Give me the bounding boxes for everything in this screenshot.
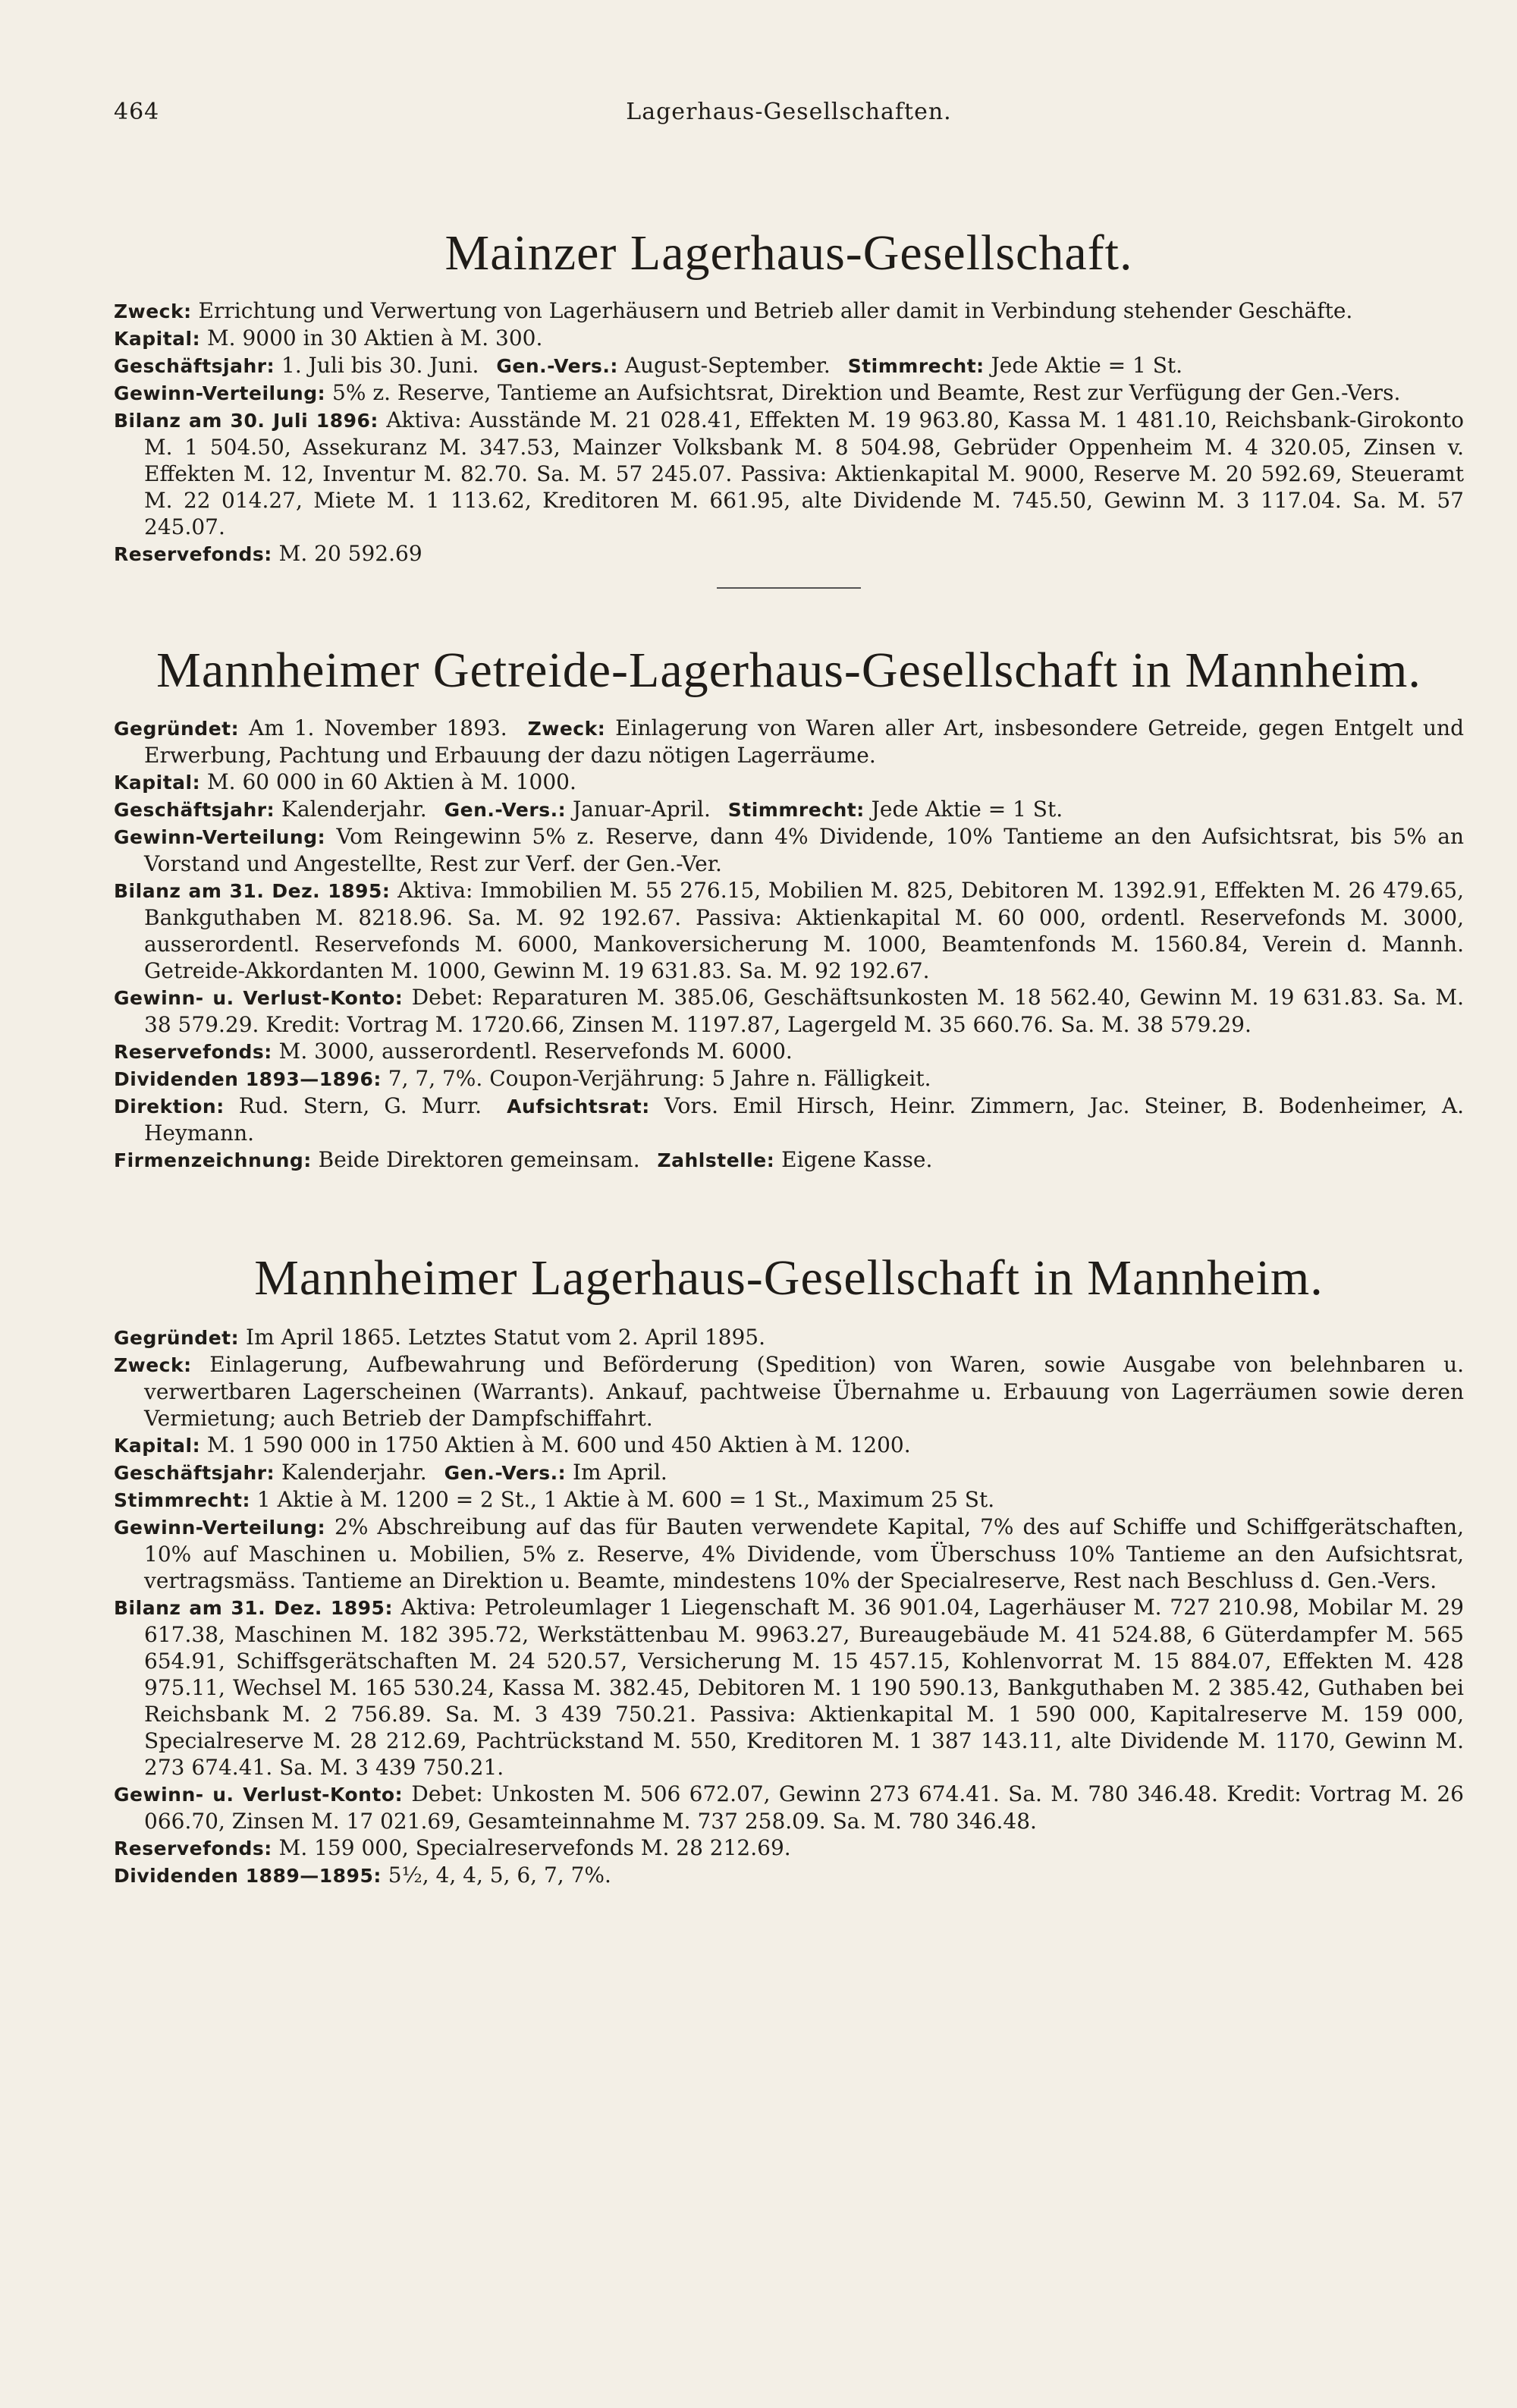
entry-reservefonds	[114, 1834, 1464, 1862]
entry-label: Zahlstelle:	[657, 1149, 775, 1171]
entry-label: Dividenden 1893—1896:	[114, 1068, 382, 1090]
entry-gegruendet	[114, 1324, 1464, 1351]
entry-dividenden	[114, 1065, 1464, 1092]
entry-label: Stimmrecht:	[727, 799, 865, 821]
entry-label: Gegründet:	[114, 1327, 240, 1349]
entry-kapital	[114, 769, 1464, 796]
page-number: 464	[114, 99, 160, 125]
entry-label: Aufsichtsrat:	[507, 1096, 650, 1118]
company-section-mainzer	[114, 225, 1464, 589]
entry-text: Kalenderjahr.	[281, 797, 427, 822]
entry-text: Aktiva: Petroleumlager 1 Liegenschaft M. 36 901.04, Lagerhäuser M. 727 210.98, Mobilar M. 29 617.38, Maschinen M. 182 395.72, Werkstättenbau M. 9963.27, Bureaugebäude M. 41 524.88, 6 Güterdampfer M. 565 654.91, Schiffsgerätschaften M. 24 520.57, Versicherung M. 15 457.15, Kohlenvorrat M. 15 884.07, Effekten M. 428 975.11, Wechsel M. 165 530.24, Kassa M. 382.45, Debitoren M. 1 190 590.13, Bankguthaben M. 2 385.42, Guthaben bei Reichsbank M. 2 756.89. Sa. M. 3 439 750.21. Passiva: Aktienkapital M. 1 590 000, Kapitalreserve M. 159 000, Specialreserve M. 28 212.69, Pachtrückstand M. 550, Kreditoren M. 1 387 143.11, alte Dividende M. 1170, Gewinn M. 273 674.41. Sa. M. 3 439 750.21.	[144, 1595, 1464, 1780]
entry-label: Bilanz am 30. Juli 1896:	[114, 410, 378, 432]
entry-label: Direktion:	[114, 1096, 225, 1118]
entry-label: Gewinn-Verteilung:	[114, 382, 326, 404]
entry-label: Reservefonds:	[114, 543, 272, 565]
entry-text: M. 20 592.69	[278, 541, 422, 566]
company-title: Mainzer Lagerhaus-Gesellschaft.	[444, 225, 1133, 281]
entry-zweck	[114, 1351, 1464, 1432]
entry-label: Firmenzeichnung:	[114, 1149, 312, 1171]
entry-text: Debet: Unkosten M. 506 672.07, Gewinn 273 674.41. Sa. M. 780 346.48. Kredit: Vortrag M. 26 066.70, Zinsen M. 17 021.69, Gesamteinnahme M. 737 258.09. Sa. M. 780 346.48.	[144, 1781, 1464, 1834]
entry-label: Kapital:	[114, 772, 201, 794]
entry-bilanz	[114, 877, 1464, 984]
entry-label: Gewinn-Verteilung:	[114, 826, 326, 848]
entry-text: Einlagerung von Waren aller Art, insbesondere Getreide, gegen Entgelt und Erwerbung, Pachtung und Erbauung der dazu nötigen Lagerräume.	[144, 715, 1465, 768]
entry-label: Gen.-Vers.:	[444, 1462, 567, 1484]
entry-geschaeftsjahr-line	[114, 1459, 1464, 1486]
entry-gewinn-verteilung	[114, 379, 1464, 407]
entry-text: Am 1. November 1893.	[249, 715, 507, 740]
entry-label: Gen.-Vers.:	[496, 355, 618, 377]
section-divider	[717, 587, 861, 589]
entry-text: Rud. Stern, G. Murr.	[238, 1093, 482, 1118]
entry-label: Gewinn-Verteilung:	[114, 1517, 326, 1539]
entry-label: Bilanz am 31. Dez. 1895:	[114, 1597, 393, 1619]
entry-text: M. 9000 in 30 Aktien à M. 300.	[207, 325, 543, 351]
entry-gegruendet-zweck	[114, 715, 1464, 769]
entry-text: Vors. Emil Hirsch, Heinr. Zimmern, Jac. Steiner, B. Bodenheimer, A. Heymann.	[144, 1093, 1465, 1146]
company-section-mannheimer-lagerhaus	[114, 1250, 1464, 1889]
entry-text: Einlagerung, Aufbewahrung und Beförderung (Spedition) von Waren, sowie Ausgabe von belehnbaren u. verwertbaren Lagerscheinen (Warrants). Ankauf, pachtweise Übernahme u. Erbauung von Lagerräumen sowie deren Vermietung; auch Betrieb der Dampfschiffahrt.	[144, 1352, 1464, 1431]
entry-text: Im April 1865. Letztes Statut vom 2. April 1895.	[246, 1325, 765, 1350]
entry-zweck	[114, 297, 1464, 325]
entry-text: 5½, 4, 4, 5, 6, 7, 7%.	[388, 1863, 611, 1888]
entry-text: Jede Aktie = 1 St.	[871, 797, 1063, 822]
entry-label: Zweck:	[114, 300, 192, 322]
entry-label: Dividenden 1889—1895:	[114, 1865, 382, 1887]
entry-kapital	[114, 325, 1464, 352]
entry-text: Im April.	[572, 1460, 667, 1485]
entry-label: Zweck:	[527, 718, 606, 740]
entry-label: Gen.-Vers.:	[444, 799, 567, 821]
entry-text: Januar-April.	[572, 797, 711, 822]
running-title: Lagerhaus-Gesellschaften.	[626, 99, 952, 125]
entry-label: Gewinn- u. Verlust-Konto:	[114, 1784, 404, 1806]
entry-bilanz	[114, 407, 1464, 540]
entry-label: Gegründet:	[114, 718, 240, 740]
entry-label: Kapital:	[114, 1435, 201, 1457]
entry-label: Reservefonds:	[114, 1041, 272, 1063]
entry-text: M. 1 590 000 in 1750 Aktien à M. 600 und 450 Aktien à M. 1200.	[207, 1432, 911, 1457]
entry-text: August-September.	[624, 353, 831, 378]
entry-direktion-aufsichtsrat	[114, 1092, 1464, 1146]
entry-label: Geschäftsjahr:	[114, 799, 275, 821]
entry-gewinn-verlust	[114, 1781, 1464, 1834]
entry-kapital	[114, 1432, 1464, 1459]
entry-stimmrecht	[114, 1486, 1464, 1514]
entry-label: Geschäftsjahr:	[114, 355, 275, 377]
entry-text: 5% z. Reserve, Tantieme an Aufsichtsrat, Direktion und Beamte, Rest zur Verfügung der Gen.-Vers.	[332, 380, 1401, 405]
entry-label: Zweck:	[114, 1354, 192, 1376]
entry-text: 7, 7, 7%. Coupon-Verjährung: 5 Jahre n. Fälligkeit.	[388, 1066, 931, 1091]
company-title: Mannheimer Getreide-Lagerhaus-Gesellschaft in Mannheim.	[156, 643, 1421, 698]
entry-label: Reservefonds:	[114, 1837, 272, 1859]
entry-text: 1. Juli bis 30. Juni.	[281, 353, 479, 378]
entry-label: Gewinn- u. Verlust-Konto:	[114, 987, 404, 1009]
entry-gewinn-verteilung	[114, 823, 1464, 877]
entry-reservefonds	[114, 1038, 1464, 1065]
entry-label: Geschäftsjahr:	[114, 1462, 275, 1484]
entry-label: Stimmrecht:	[114, 1489, 250, 1511]
entry-text: Aktiva: Immobilien M. 55 276.15, Mobilien M. 825, Debitoren M. 1392.91, Effekten M. 26 479.65, Bankguthaben M. 8218.96. Sa. M. 92 192.67. Passiva: Aktienkapital M. 60 000, ordentl. Reservefonds M. 3000, ausserordentl. Reservefonds M. 6000, Mankoversicherung M. 1000, Beamtenfonds M. 1560.84, Verein d. Mannh. Getreide-Akkordanten M. 1000, Gewinn M. 19 631.83. Sa. M. 92 192.67.	[144, 878, 1464, 983]
entry-text: Kalenderjahr.	[281, 1460, 427, 1485]
company-title: Mannheimer Lagerhaus-Gesellschaft in Mannheim.	[254, 1250, 1324, 1306]
entry-text: 1 Aktie à M. 1200 = 2 St., 1 Aktie à M. 600 = 1 St., Maximum 25 St.	[256, 1487, 995, 1512]
entry-text: M. 3000, ausserordentl. Reservefonds M. 6000.	[278, 1039, 793, 1064]
entry-text: M. 60 000 in 60 Aktien à M. 1000.	[207, 769, 576, 794]
entry-text: Beide Direktoren gemeinsam.	[318, 1147, 640, 1172]
entry-text: Eigene Kasse.	[781, 1147, 933, 1172]
entry-label: Kapital:	[114, 328, 201, 350]
entry-text: M. 159 000, Specialreservefonds M. 28 212.69.	[278, 1835, 791, 1860]
entry-text: Errichtung und Verwertung von Lagerhäusern und Betrieb aller damit in Verbindung stehender Geschäfte.	[198, 298, 1353, 323]
entry-gewinn-verteilung	[114, 1514, 1464, 1594]
entry-bilanz	[114, 1594, 1464, 1781]
entry-gewinn-verlust	[114, 984, 1464, 1038]
entry-reservefonds	[114, 540, 1464, 567]
entry-text: 2% Abschreibung auf das für Bauten verwendete Kapital, 7% des auf Schiffe und Schiffgerätschaften, 10% auf Maschinen u. Mobilien, 5% z. Reserve, 4% Dividende, vom Überschuss 10% Tantieme an den Aufsichtsrat, vertragsmäss. Tantieme an Direktion u. Beamte, mindestens 10% der Specialreserve, Rest nach Beschluss d. Gen.-Vers.	[144, 1514, 1464, 1593]
entry-label: Stimmrecht:	[847, 355, 985, 377]
entry-text: Jede Aktie = 1 St.	[991, 353, 1183, 378]
entry-text: Debet: Reparaturen M. 385.06, Geschäftsunkosten M. 18 562.40, Gewinn M. 19 631.83. Sa. M. 38 579.29. Kredit: Vortrag M. 1720.66, Zinsen M. 1197.87, Lagergeld M. 35 660.76. Sa. M. 38 579.29.	[144, 985, 1465, 1037]
entry-geschaeftsjahr-line	[114, 796, 1464, 823]
company-section-mannheimer-getreide	[114, 642, 1464, 1174]
running-head	[114, 99, 1464, 144]
entry-dividenden	[114, 1862, 1464, 1889]
entry-geschaeftsjahr-line	[114, 352, 1464, 379]
entry-label: Bilanz am 31. Dez. 1895:	[114, 880, 391, 902]
entry-text: Vom Reingewinn 5% z. Reserve, dann 4% Dividende, 10% Tantieme an den Aufsichtsrat, bis 5% an Vorstand und Angestellte, Rest zur Verf. der Gen.-Ver.	[144, 824, 1464, 876]
entry-firmenzeichnung-zahlstelle	[114, 1146, 1464, 1174]
entry-text: Aktiva: Ausstände M. 21 028.41, Effekten M. 19 963.80, Kassa M. 1 481.10, Reichsbank-Girokonto M. 1 504.50, Assekuranz M. 347.53, Mainzer Volksbank M. 8 504.98, Gebrüder Oppenheim M. 4 320.05, Zinsen v. Effekten M. 12, Inventur M. 82.70. Sa. M. 57 245.07. Passiva: Aktienkapital M. 9000, Reserve M. 20 592.69, Steueramt M. 22 014.27, Miete M. 1 113.62, Kreditoren M. 661.95, alte Dividende M. 745.50, Gewinn M. 3 117.04. Sa. M. 57 245.07.	[144, 407, 1464, 539]
